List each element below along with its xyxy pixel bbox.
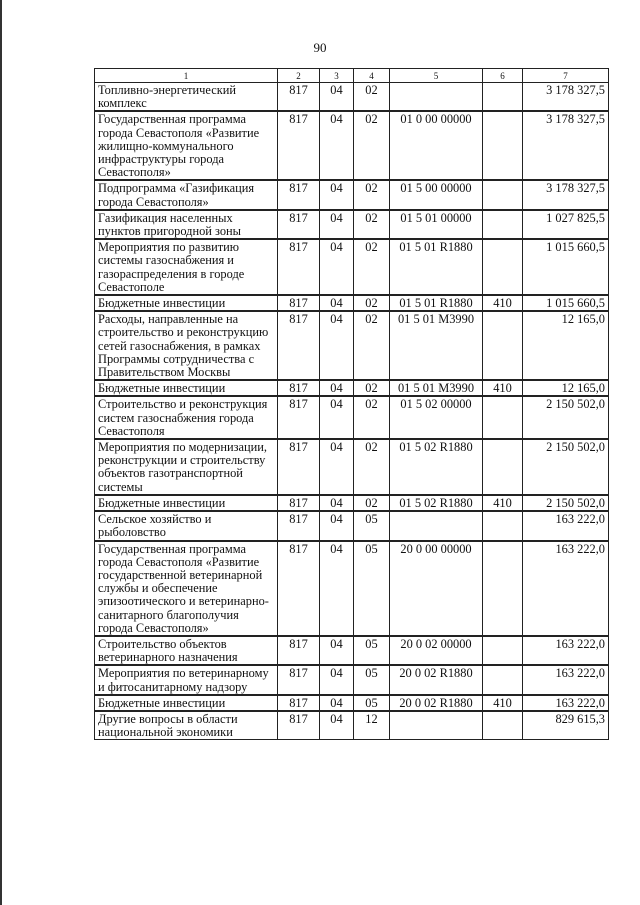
expense-type-code bbox=[483, 636, 523, 665]
amount: 163 222,0 bbox=[523, 695, 609, 711]
amount: 12 165,0 bbox=[523, 380, 609, 396]
section-code: 04 bbox=[320, 695, 354, 711]
subsection-code: 02 bbox=[354, 83, 390, 112]
subsection-code: 05 bbox=[354, 511, 390, 540]
column-header: 7 bbox=[523, 69, 609, 83]
expense-type-code bbox=[483, 665, 523, 694]
amount: 163 222,0 bbox=[523, 636, 609, 665]
table-row bbox=[95, 210, 609, 239]
ved-code: 817 bbox=[278, 541, 320, 636]
row-name: Строительство и реконструкция систем газоснабжения города Севастополя bbox=[95, 396, 278, 439]
table-header-row bbox=[95, 69, 609, 83]
expense-type-code bbox=[483, 711, 523, 740]
subsection-code: 02 bbox=[354, 311, 390, 380]
expense-type-code bbox=[483, 83, 523, 112]
target-article-code: 01 0 00 00000 bbox=[390, 111, 483, 180]
table-row bbox=[95, 495, 609, 511]
row-name: Бюджетные инвестиции bbox=[95, 295, 278, 311]
target-article-code: 20 0 02 R1880 bbox=[390, 695, 483, 711]
row-name: Государственная программа города Севастополя «Развитие жилищно-коммунального инфраструктуры города Севастополя» bbox=[95, 111, 278, 180]
ved-code: 817 bbox=[278, 83, 320, 112]
table-row bbox=[95, 636, 609, 665]
table-row bbox=[95, 83, 609, 112]
subsection-code: 05 bbox=[354, 695, 390, 711]
amount: 3 178 327,5 bbox=[523, 111, 609, 180]
subsection-code: 12 bbox=[354, 711, 390, 740]
table-row bbox=[95, 695, 609, 711]
section-code: 04 bbox=[320, 239, 354, 295]
target-article-code bbox=[390, 83, 483, 112]
target-article-code bbox=[390, 711, 483, 740]
section-code: 04 bbox=[320, 439, 354, 495]
table-row bbox=[95, 295, 609, 311]
amount: 1 015 660,5 bbox=[523, 239, 609, 295]
ved-code: 817 bbox=[278, 636, 320, 665]
target-article-code: 01 5 02 00000 bbox=[390, 396, 483, 439]
table-row bbox=[95, 311, 609, 380]
ved-code: 817 bbox=[278, 665, 320, 694]
target-article-code: 20 0 02 00000 bbox=[390, 636, 483, 665]
ved-code: 817 bbox=[278, 396, 320, 439]
ved-code: 817 bbox=[278, 295, 320, 311]
subsection-code: 02 bbox=[354, 396, 390, 439]
section-code: 04 bbox=[320, 311, 354, 380]
amount: 3 178 327,5 bbox=[523, 180, 609, 209]
row-name: Бюджетные инвестиции bbox=[95, 495, 278, 511]
subsection-code: 02 bbox=[354, 210, 390, 239]
subsection-code: 02 bbox=[354, 380, 390, 396]
expense-type-code: 410 bbox=[483, 495, 523, 511]
row-name: Государственная программа города Севастополя «Развитие государственной ветеринарной службы и обеспечение эпизоотического и ветеринарно-санитарного благополучия города Севастополя» bbox=[95, 541, 278, 636]
subsection-code: 02 bbox=[354, 111, 390, 180]
section-code: 04 bbox=[320, 511, 354, 540]
column-header: 3 bbox=[320, 69, 354, 83]
table-row bbox=[95, 111, 609, 180]
section-code: 04 bbox=[320, 111, 354, 180]
amount: 163 222,0 bbox=[523, 541, 609, 636]
target-article-code: 20 0 00 00000 bbox=[390, 541, 483, 636]
table-row bbox=[95, 511, 609, 540]
subsection-code: 02 bbox=[354, 239, 390, 295]
table-row bbox=[95, 239, 609, 295]
table-row bbox=[95, 711, 609, 740]
expense-type-code bbox=[483, 541, 523, 636]
section-code: 04 bbox=[320, 541, 354, 636]
page-number: 90 bbox=[313, 40, 327, 55]
section-code: 04 bbox=[320, 665, 354, 694]
ved-code: 817 bbox=[278, 711, 320, 740]
ved-code: 817 bbox=[278, 380, 320, 396]
subsection-code: 05 bbox=[354, 541, 390, 636]
section-code: 04 bbox=[320, 396, 354, 439]
ved-code: 817 bbox=[278, 210, 320, 239]
column-header: 2 bbox=[278, 69, 320, 83]
row-name: Строительство объектов ветеринарного назначения bbox=[95, 636, 278, 665]
target-article-code: 01 5 02 R1880 bbox=[390, 439, 483, 495]
expense-type-code: 410 bbox=[483, 695, 523, 711]
row-name: Газификация населенных пунктов пригородной зоны bbox=[95, 210, 278, 239]
expense-type-code bbox=[483, 311, 523, 380]
subsection-code: 02 bbox=[354, 295, 390, 311]
ved-code: 817 bbox=[278, 180, 320, 209]
row-name: Подпрограмма «Газификация города Севастополя» bbox=[95, 180, 278, 209]
section-code: 04 bbox=[320, 711, 354, 740]
amount: 163 222,0 bbox=[523, 665, 609, 694]
target-article-code bbox=[390, 511, 483, 540]
row-name: Топливно-энергетический комплекс bbox=[95, 83, 278, 112]
subsection-code: 05 bbox=[354, 665, 390, 694]
expense-type-code bbox=[483, 210, 523, 239]
expense-type-code bbox=[483, 180, 523, 209]
target-article-code: 01 5 01 R1880 bbox=[390, 239, 483, 295]
row-name: Бюджетные инвестиции bbox=[95, 695, 278, 711]
page-edge-line bbox=[0, 0, 2, 905]
amount: 163 222,0 bbox=[523, 511, 609, 540]
expense-type-code bbox=[483, 111, 523, 180]
amount: 3 178 327,5 bbox=[523, 83, 609, 112]
column-header: 6 bbox=[483, 69, 523, 83]
ved-code: 817 bbox=[278, 239, 320, 295]
expense-type-code bbox=[483, 239, 523, 295]
ved-code: 817 bbox=[278, 695, 320, 711]
target-article-code: 01 5 01 R1880 bbox=[390, 295, 483, 311]
target-article-code: 01 5 01 M3990 bbox=[390, 380, 483, 396]
section-code: 04 bbox=[320, 636, 354, 665]
expense-type-code bbox=[483, 439, 523, 495]
row-name: Другие вопросы в области национальной экономики bbox=[95, 711, 278, 740]
target-article-code: 01 5 01 00000 bbox=[390, 210, 483, 239]
subsection-code: 02 bbox=[354, 439, 390, 495]
row-name: Сельское хозяйство и рыболовство bbox=[95, 511, 278, 540]
ved-code: 817 bbox=[278, 511, 320, 540]
table-row bbox=[95, 439, 609, 495]
target-article-code: 01 5 00 00000 bbox=[390, 180, 483, 209]
table-row bbox=[95, 380, 609, 396]
amount: 829 615,3 bbox=[523, 711, 609, 740]
target-article-code: 01 5 01 M3990 bbox=[390, 311, 483, 380]
target-article-code: 20 0 02 R1880 bbox=[390, 665, 483, 694]
table-row bbox=[95, 180, 609, 209]
amount: 2 150 502,0 bbox=[523, 396, 609, 439]
section-code: 04 bbox=[320, 495, 354, 511]
expense-type-code: 410 bbox=[483, 295, 523, 311]
ved-code: 817 bbox=[278, 495, 320, 511]
subsection-code: 05 bbox=[354, 636, 390, 665]
column-header: 4 bbox=[354, 69, 390, 83]
section-code: 04 bbox=[320, 210, 354, 239]
expense-type-code: 410 bbox=[483, 380, 523, 396]
amount: 12 165,0 bbox=[523, 311, 609, 380]
amount: 2 150 502,0 bbox=[523, 495, 609, 511]
amount: 2 150 502,0 bbox=[523, 439, 609, 495]
ved-code: 817 bbox=[278, 311, 320, 380]
row-name: Мероприятия по модернизации, реконструкции и строительству объектов газотранспортной системы bbox=[95, 439, 278, 495]
section-code: 04 bbox=[320, 83, 354, 112]
table-row bbox=[95, 396, 609, 439]
budget-table bbox=[94, 68, 609, 740]
table-row bbox=[95, 541, 609, 636]
section-code: 04 bbox=[320, 380, 354, 396]
ved-code: 817 bbox=[278, 439, 320, 495]
table-row bbox=[95, 665, 609, 694]
row-name: Мероприятия по ветеринарному и фитосанитарному надзору bbox=[95, 665, 278, 694]
section-code: 04 bbox=[320, 295, 354, 311]
expense-type-code bbox=[483, 511, 523, 540]
subsection-code: 02 bbox=[354, 180, 390, 209]
target-article-code: 01 5 02 R1880 bbox=[390, 495, 483, 511]
section-code: 04 bbox=[320, 180, 354, 209]
column-header: 1 bbox=[95, 69, 278, 83]
row-name: Бюджетные инвестиции bbox=[95, 380, 278, 396]
row-name: Расходы, направленные на строительство и реконструкцию сетей газоснабжения, в рамках Программы сотрудничества с Правительством Москвы bbox=[95, 311, 278, 380]
row-name: Мероприятия по развитию системы газоснабжения и газораспределения в городе Севастополе bbox=[95, 239, 278, 295]
column-header: 5 bbox=[390, 69, 483, 83]
ved-code: 817 bbox=[278, 111, 320, 180]
amount: 1 027 825,5 bbox=[523, 210, 609, 239]
expense-type-code bbox=[483, 396, 523, 439]
amount: 1 015 660,5 bbox=[523, 295, 609, 311]
subsection-code: 02 bbox=[354, 495, 390, 511]
